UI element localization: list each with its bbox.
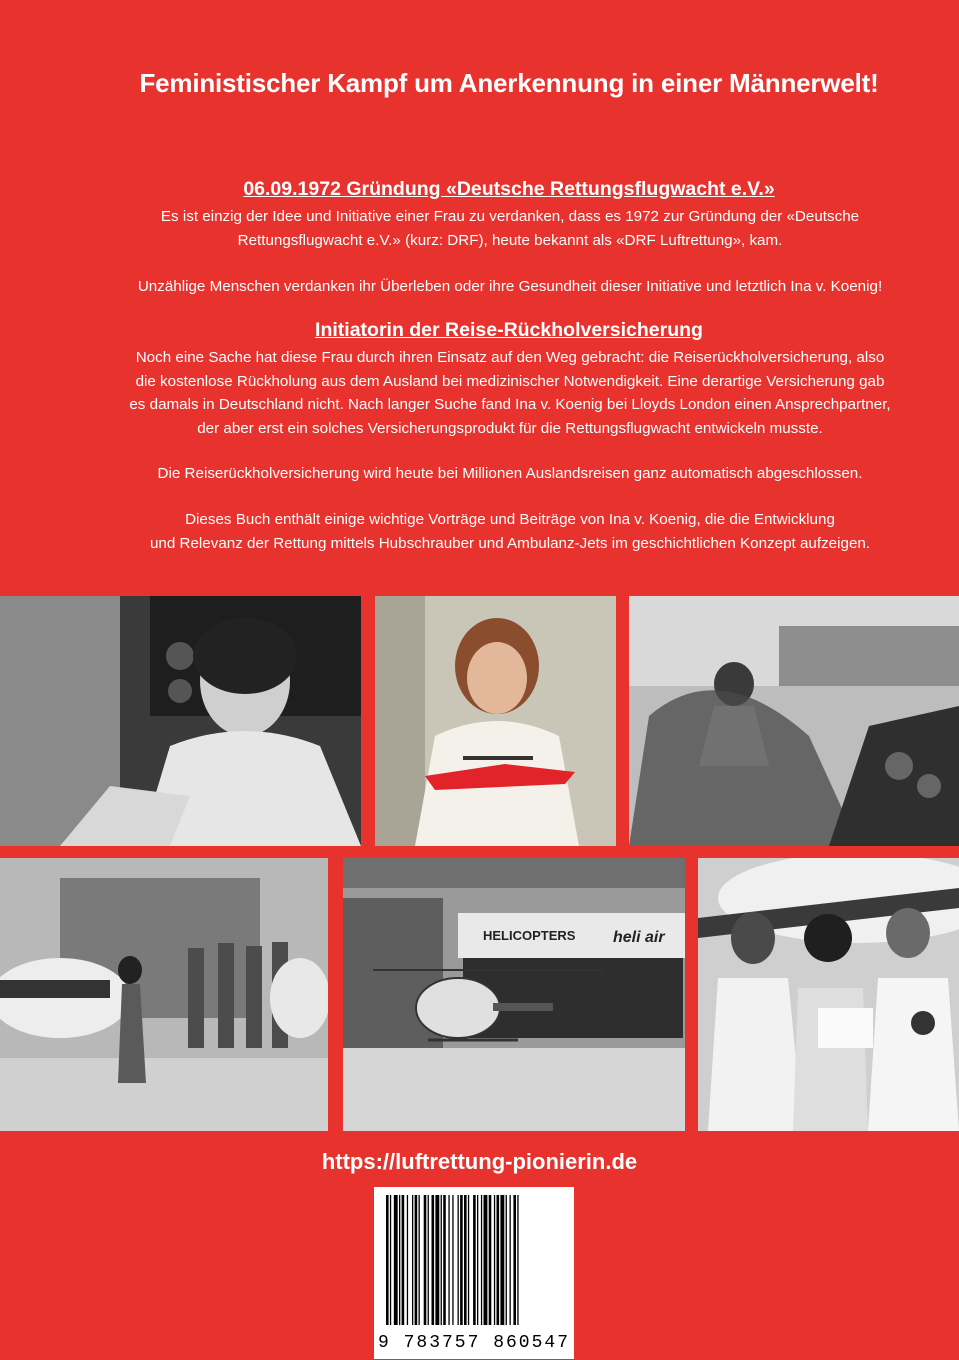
insurance-line-1: Noch eine Sache hat diese Frau durch ihren Einsatz auf den Weg gebracht: die Reiserückholversicherung, also: [135, 349, 885, 366]
barcode-bar: [448, 1195, 449, 1325]
book-paragraph: [60, 508, 959, 555]
isbn-barcode: [374, 1187, 574, 1359]
section-title-insurance: Initiatorin der Reise-Rückholversicherung: [315, 319, 703, 341]
barcode-bar: [458, 1195, 459, 1325]
founding-paragraph: [60, 205, 959, 252]
barcode-bar: [402, 1195, 405, 1325]
survival-paragraph: Unzählige Menschen verdanken ihr Überleben oder ihre Gesundheit dieser Initiative und letztlich Ina v. Koenig!: [137, 278, 883, 295]
barcode-bar: [506, 1195, 507, 1325]
headline: Feministischer Kampf um Anerkennung in einer Männerwelt!: [139, 68, 879, 98]
photo-woman-with-men: [698, 858, 959, 1131]
barcode-bar: [390, 1195, 391, 1325]
book-line-2: und Relevanz der Rettung mittels Hubschrauber und Ambulanz-Jets im geschichtlichen Konzept aufzeigen.: [149, 534, 871, 552]
photo-woman-at-helicopter: [629, 596, 959, 846]
barcode-bar: [494, 1195, 495, 1325]
photo-woman-with-model: [375, 596, 616, 846]
insurance-line-2: die kostenlose Rückholung aus dem Ausland bei medizinischer Notwendigkeit. Eine derartige Versicherung gab: [135, 372, 885, 390]
insurance-today-paragraph: Die Reiserückholversicherung wird heute bei Millionen Auslandsreisen ganz automatisch abgeschlossen.: [157, 465, 863, 482]
insurance-paragraph: [60, 346, 959, 440]
book-line-1: Dieses Buch enthält einige wichtige Vorträge und Beiträge von Ina v. Koenig, die die Entwicklung: [185, 511, 835, 528]
barcode-bars: [386, 1195, 562, 1325]
insurance-line-4: der aber erst ein solches Versicherungsprodukt für die Rettungsflugwacht entwickeln musste.: [197, 419, 823, 437]
barcode-bar: [460, 1195, 463, 1325]
photo-heli-air-hangar: [343, 858, 685, 1131]
barcode-bar: [386, 1195, 389, 1325]
founding-line-2: Rettungsflugwacht e.V.» (kurz: DRF), heute bekannt als «DRF Luftrettung», kam.: [237, 231, 783, 249]
barcode-bar: [424, 1195, 427, 1325]
founding-line-1: Es ist einzig der Idee und Initiative einer Frau zu verdanken, dass es 1972 zur Gründung der «Deutsche: [160, 208, 860, 225]
barcode-bar: [473, 1195, 476, 1325]
barcode-bar: [464, 1195, 467, 1325]
barcode-bar: [489, 1195, 492, 1325]
barcode-bar: [399, 1195, 400, 1325]
isbn-digits: 9 783757 860547: [377, 1333, 571, 1353]
barcode-bar: [500, 1195, 504, 1325]
barcode-bar: [428, 1195, 429, 1325]
barcode-bar: [517, 1195, 518, 1325]
barcode-bar: [497, 1195, 500, 1325]
barcode-bar: [394, 1195, 398, 1325]
photo-crew-at-hangar: [0, 858, 328, 1131]
barcode-bar: [435, 1195, 439, 1325]
barcode-bar: [481, 1195, 482, 1325]
barcode-bar: [513, 1195, 516, 1325]
insurance-line-3: es damals in Deutschland nicht. Nach langer Suche fand Ina v. Koenig bei Lloyds London einen Ansprechpartner,: [129, 396, 891, 413]
barcode-bar: [510, 1195, 511, 1325]
barcode-bar: [432, 1195, 435, 1325]
barcode-bar: [407, 1195, 408, 1325]
barcode-bar: [484, 1195, 488, 1325]
barcode-bar: [477, 1195, 478, 1325]
barcode-bar: [452, 1195, 453, 1325]
barcode-bar: [412, 1195, 413, 1325]
barcode-bar: [415, 1195, 418, 1325]
section-title-founding: 06.09.1972 Gründung «Deutsche Rettungsflugwacht e.V.»: [243, 178, 775, 200]
barcode-bar: [419, 1195, 420, 1325]
barcode-bar: [468, 1195, 469, 1325]
photo-pilot-cockpit: [0, 596, 361, 846]
website-url[interactable]: https://luftrettung-pionierin.de: [321, 1149, 638, 1174]
hangar-sign-heli-air: heli air: [613, 929, 665, 946]
barcode-bar: [441, 1195, 442, 1325]
hangar-sign-helicopters: HELICOPTERS: [483, 928, 576, 943]
barcode-bar: [443, 1195, 446, 1325]
